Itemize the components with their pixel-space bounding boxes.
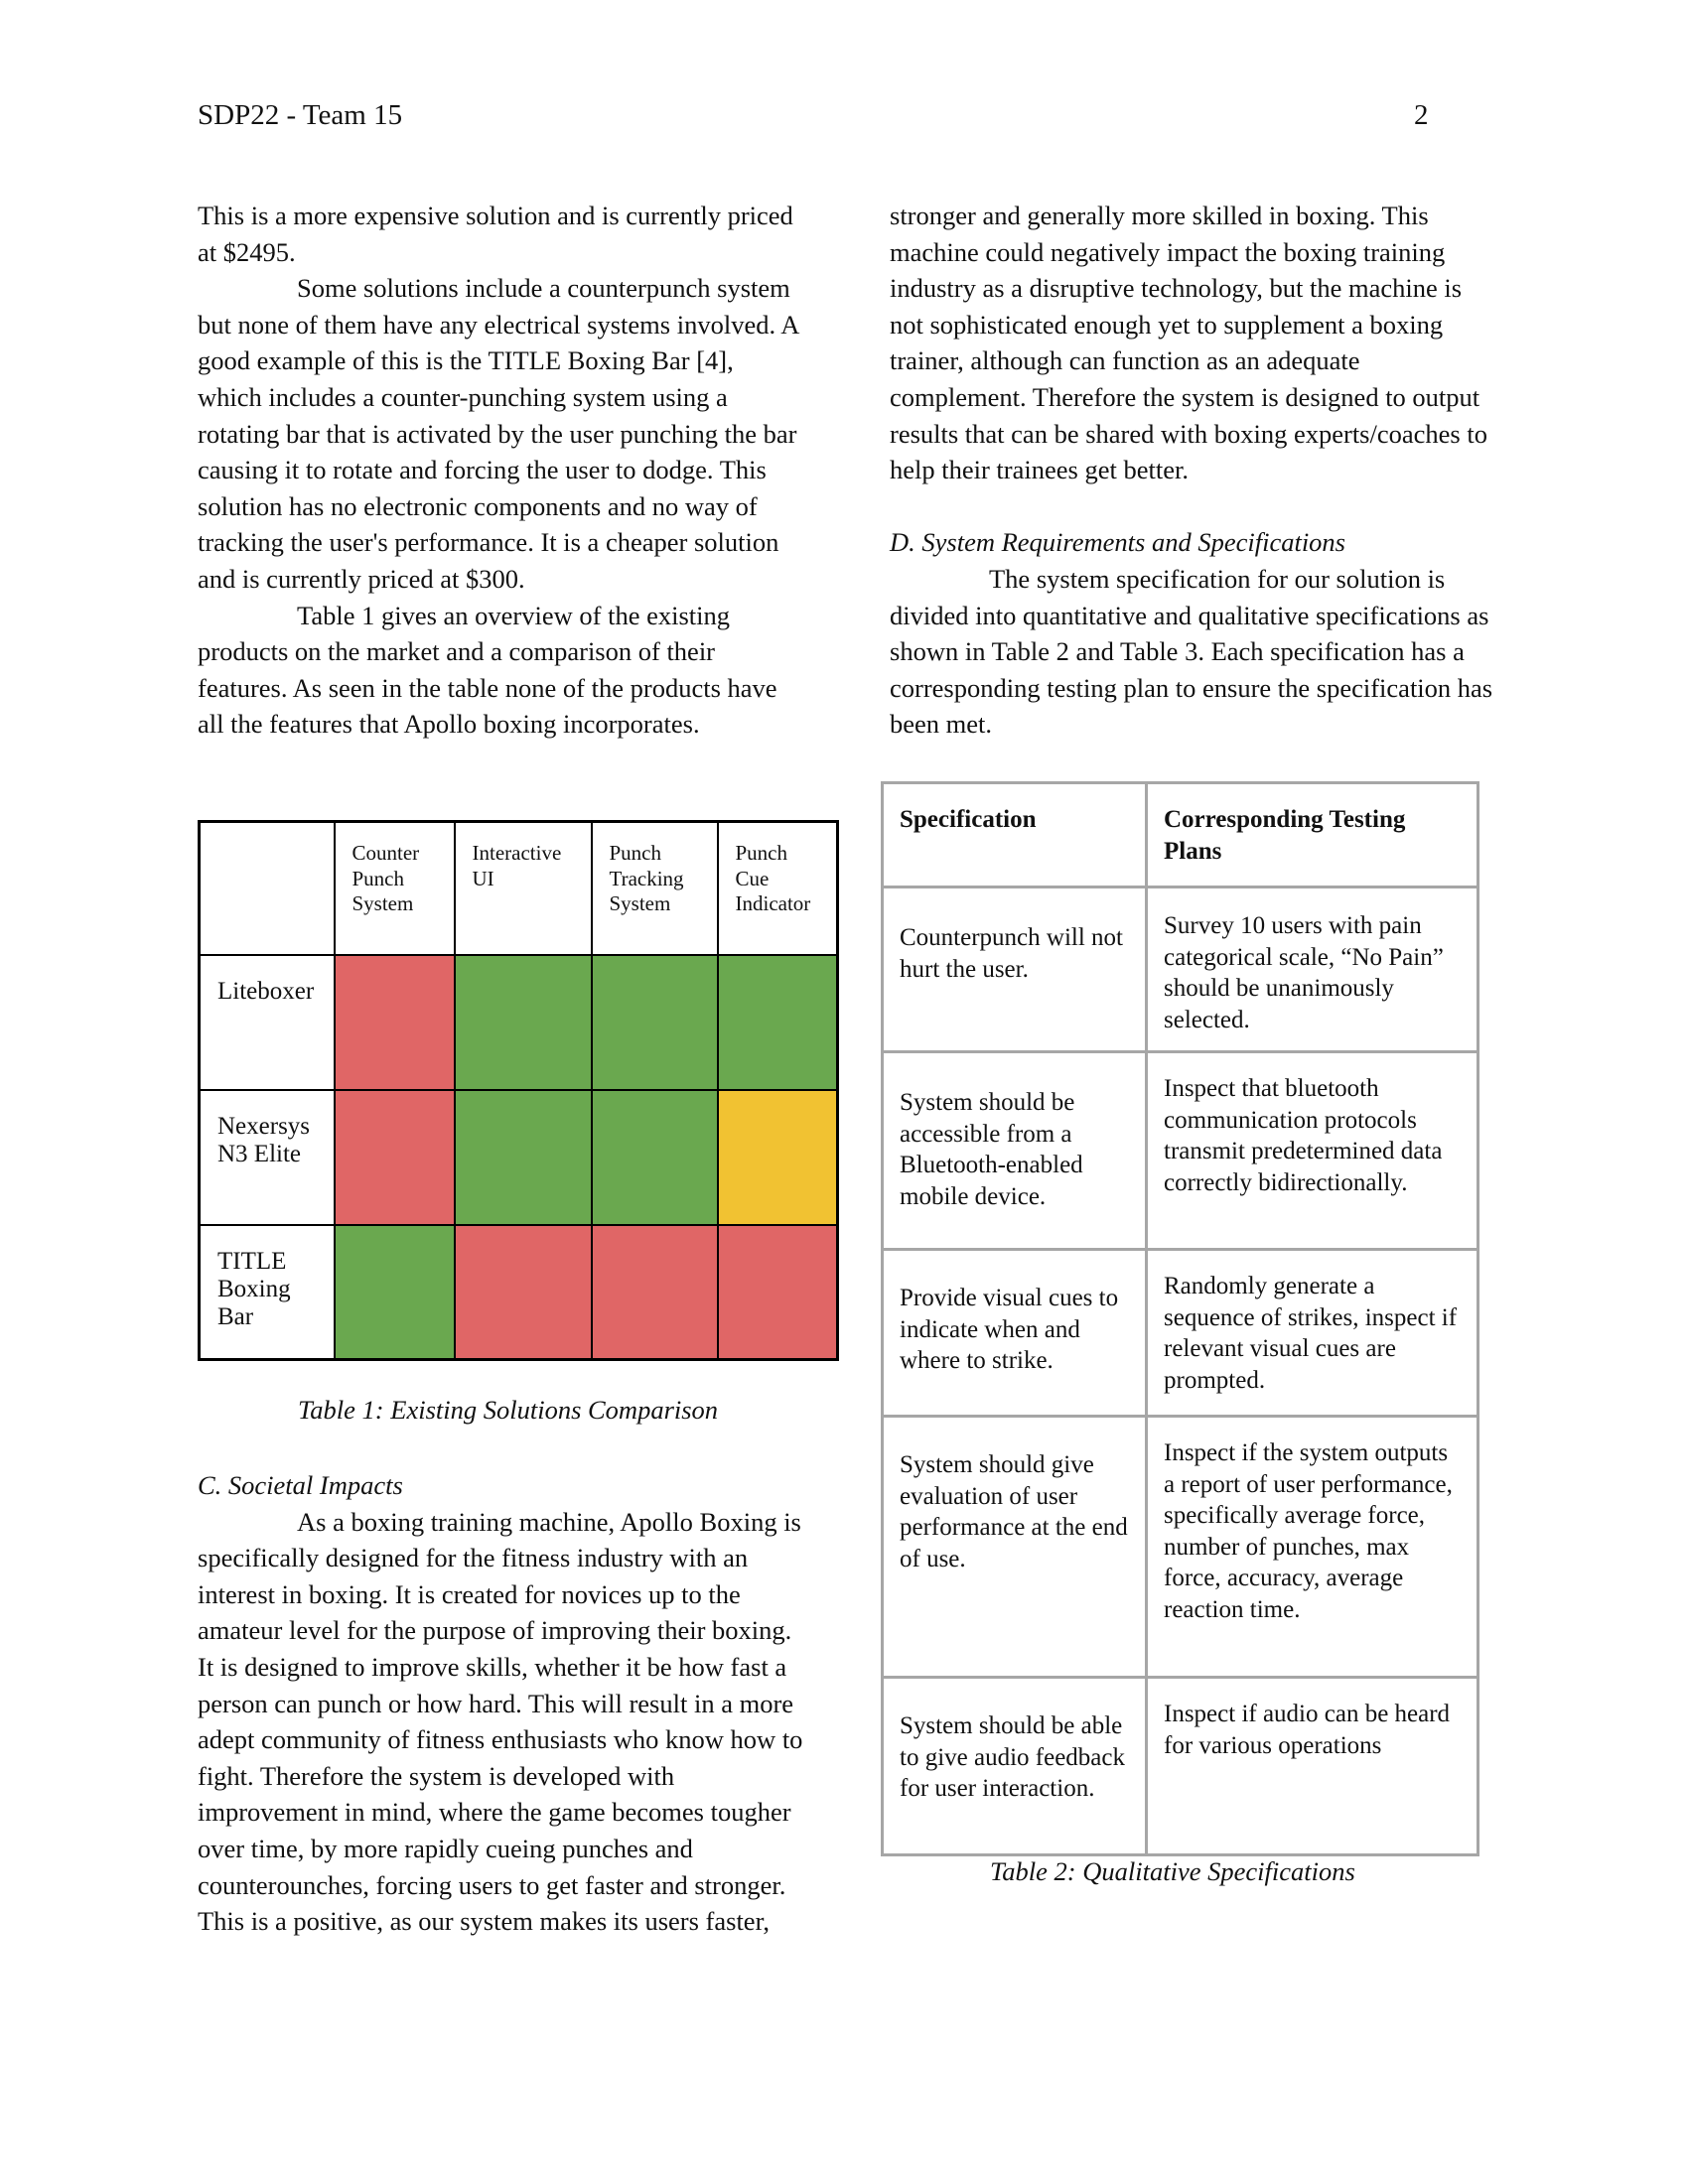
left-column bbox=[198, 198, 803, 743]
specification-cell: System should give evaluation of user performance at the end of use. bbox=[883, 1417, 1147, 1678]
table-row bbox=[200, 1225, 838, 1360]
body-paragraph: Table 1 gives an overview of the existing products on the market and a comparison of their features. As seen in the table none of the products have all the features that Apollo boxing incorporates. bbox=[198, 600, 777, 740]
qualitative-specifications-table bbox=[881, 781, 1479, 1856]
header-cell: Punch Cue Indicator bbox=[718, 822, 838, 955]
table2-caption: Table 2: Qualitative Specifications bbox=[990, 1856, 1355, 1886]
row-label: Nexersys N3 Elite bbox=[200, 1090, 335, 1225]
header-cell: Specification bbox=[883, 783, 1147, 887]
specification-cell: System should be able to give audio feedback for user interaction. bbox=[883, 1678, 1147, 1855]
row-label: Liteboxer bbox=[200, 955, 335, 1090]
feature-status-cell bbox=[335, 1225, 455, 1360]
body-paragraph: As a boxing training machine, Apollo Boxing is specifically designed for the fitness industry with an interest in boxing. It is created for novices up to the amateur level for the purpose of improving their boxing. It is designed to improve skills, whether it be how fast a person can punch or how hard. This will result in a more adept community of fitness enthusiasts who know how to fight. Therefore the system is developed with improvement in mind, where the game becomes tougher over time, by more rapidly cueing punches and counterounches, forcing users to get faster and stronger. This is a positive, as our system makes its users faster, bbox=[198, 1506, 803, 1937]
table-row bbox=[200, 1090, 838, 1225]
row-label: TITLE Boxing Bar bbox=[200, 1225, 335, 1360]
table-header-row bbox=[883, 783, 1478, 887]
right-column bbox=[890, 198, 1495, 743]
testing-plan-cell: Inspect that bluetooth communication protocols transmit predetermined data correctly bidirectionally. bbox=[1147, 1052, 1478, 1250]
feature-status-cell bbox=[592, 1225, 718, 1360]
testing-plan-cell: Randomly generate a sequence of strikes, inspect if relevant visual cues are prompted. bbox=[1147, 1250, 1478, 1417]
header-cell: Counter Punch System bbox=[335, 822, 455, 955]
header-cell bbox=[200, 822, 335, 955]
feature-status-cell bbox=[718, 1225, 838, 1360]
feature-status-cell bbox=[592, 955, 718, 1090]
table-row bbox=[200, 955, 838, 1090]
body-paragraph: This is a more expensive solution and is currently priced at $2495. bbox=[198, 201, 793, 267]
header-cell: Punch Tracking System bbox=[592, 822, 718, 955]
table-row bbox=[883, 1052, 1478, 1250]
body-paragraph: Some solutions include a counterpunch system but none of them have any electrical systems involved. A good example of this is the TITLE Boxing Bar [4], which includes a counter-punching system using a rotating bar that is activated by the user punching the bar causing it to rotate and forcing the user to dodge. This solution has no electronic components and no way of tracking the user's performance. It is a cheaper solution and is currently priced at $300. bbox=[198, 273, 798, 594]
feature-status-cell bbox=[455, 955, 592, 1090]
specification-cell: System should be accessible from a Bluetooth-enabled mobile device. bbox=[883, 1052, 1147, 1250]
table-row bbox=[883, 1417, 1478, 1678]
body-paragraph: stronger and generally more skilled in boxing. This machine could negatively impact the boxing training industry as a disruptive technology, but the machine is not sophisticated enough yet to supplement a boxing trainer, although can function as an adequate complement. Therefore the system is designed to output results that can be shared with boxing experts/coaches to help their trainees get better. bbox=[890, 201, 1487, 485]
running-header-title: SDP22 - Team 15 bbox=[198, 99, 403, 131]
feature-status-cell bbox=[718, 1090, 838, 1225]
existing-solutions-table bbox=[198, 820, 839, 1361]
feature-status-cell bbox=[592, 1090, 718, 1225]
feature-status-cell bbox=[335, 955, 455, 1090]
table-header-row bbox=[200, 822, 838, 955]
header-cell: Interactive UI bbox=[455, 822, 592, 955]
table-row bbox=[883, 1250, 1478, 1417]
societal-impacts-section bbox=[198, 1467, 803, 1940]
specification-cell: Provide visual cues to indicate when and where to strike. bbox=[883, 1250, 1147, 1417]
table-row bbox=[883, 1678, 1478, 1855]
paragraph-spacer bbox=[890, 488, 1495, 525]
feature-status-cell bbox=[718, 955, 838, 1090]
section-heading: C. Societal Impacts bbox=[198, 1470, 403, 1500]
testing-plan-cell: Inspect if audio can be heard for various operations bbox=[1147, 1678, 1478, 1855]
specification-cell: Counterpunch will not hurt the user. bbox=[883, 887, 1147, 1052]
testing-plan-cell: Survey 10 users with pain categorical scale, “No Pain” should be unanimously selected. bbox=[1147, 887, 1478, 1052]
testing-plan-cell: Inspect if the system outputs a report of user performance, specifically average force, number of punches, max force, accuracy, average reaction time. bbox=[1147, 1417, 1478, 1678]
page-number: 2 bbox=[1414, 99, 1429, 131]
feature-status-cell bbox=[455, 1090, 592, 1225]
section-heading: D. System Requirements and Specifications bbox=[890, 527, 1345, 558]
body-paragraph: The system specification for our solution is divided into quantitative and qualitative specifications as shown in Table 2 and Table 3. Each specification has a corresponding testing plan to ensure the specification has been met. bbox=[890, 563, 1493, 740]
header-cell: Corresponding Testing Plans bbox=[1147, 783, 1478, 887]
feature-status-cell bbox=[335, 1090, 455, 1225]
table1-caption: Table 1: Existing Solutions Comparison bbox=[298, 1395, 719, 1425]
table-row bbox=[883, 887, 1478, 1052]
feature-status-cell bbox=[455, 1225, 592, 1360]
